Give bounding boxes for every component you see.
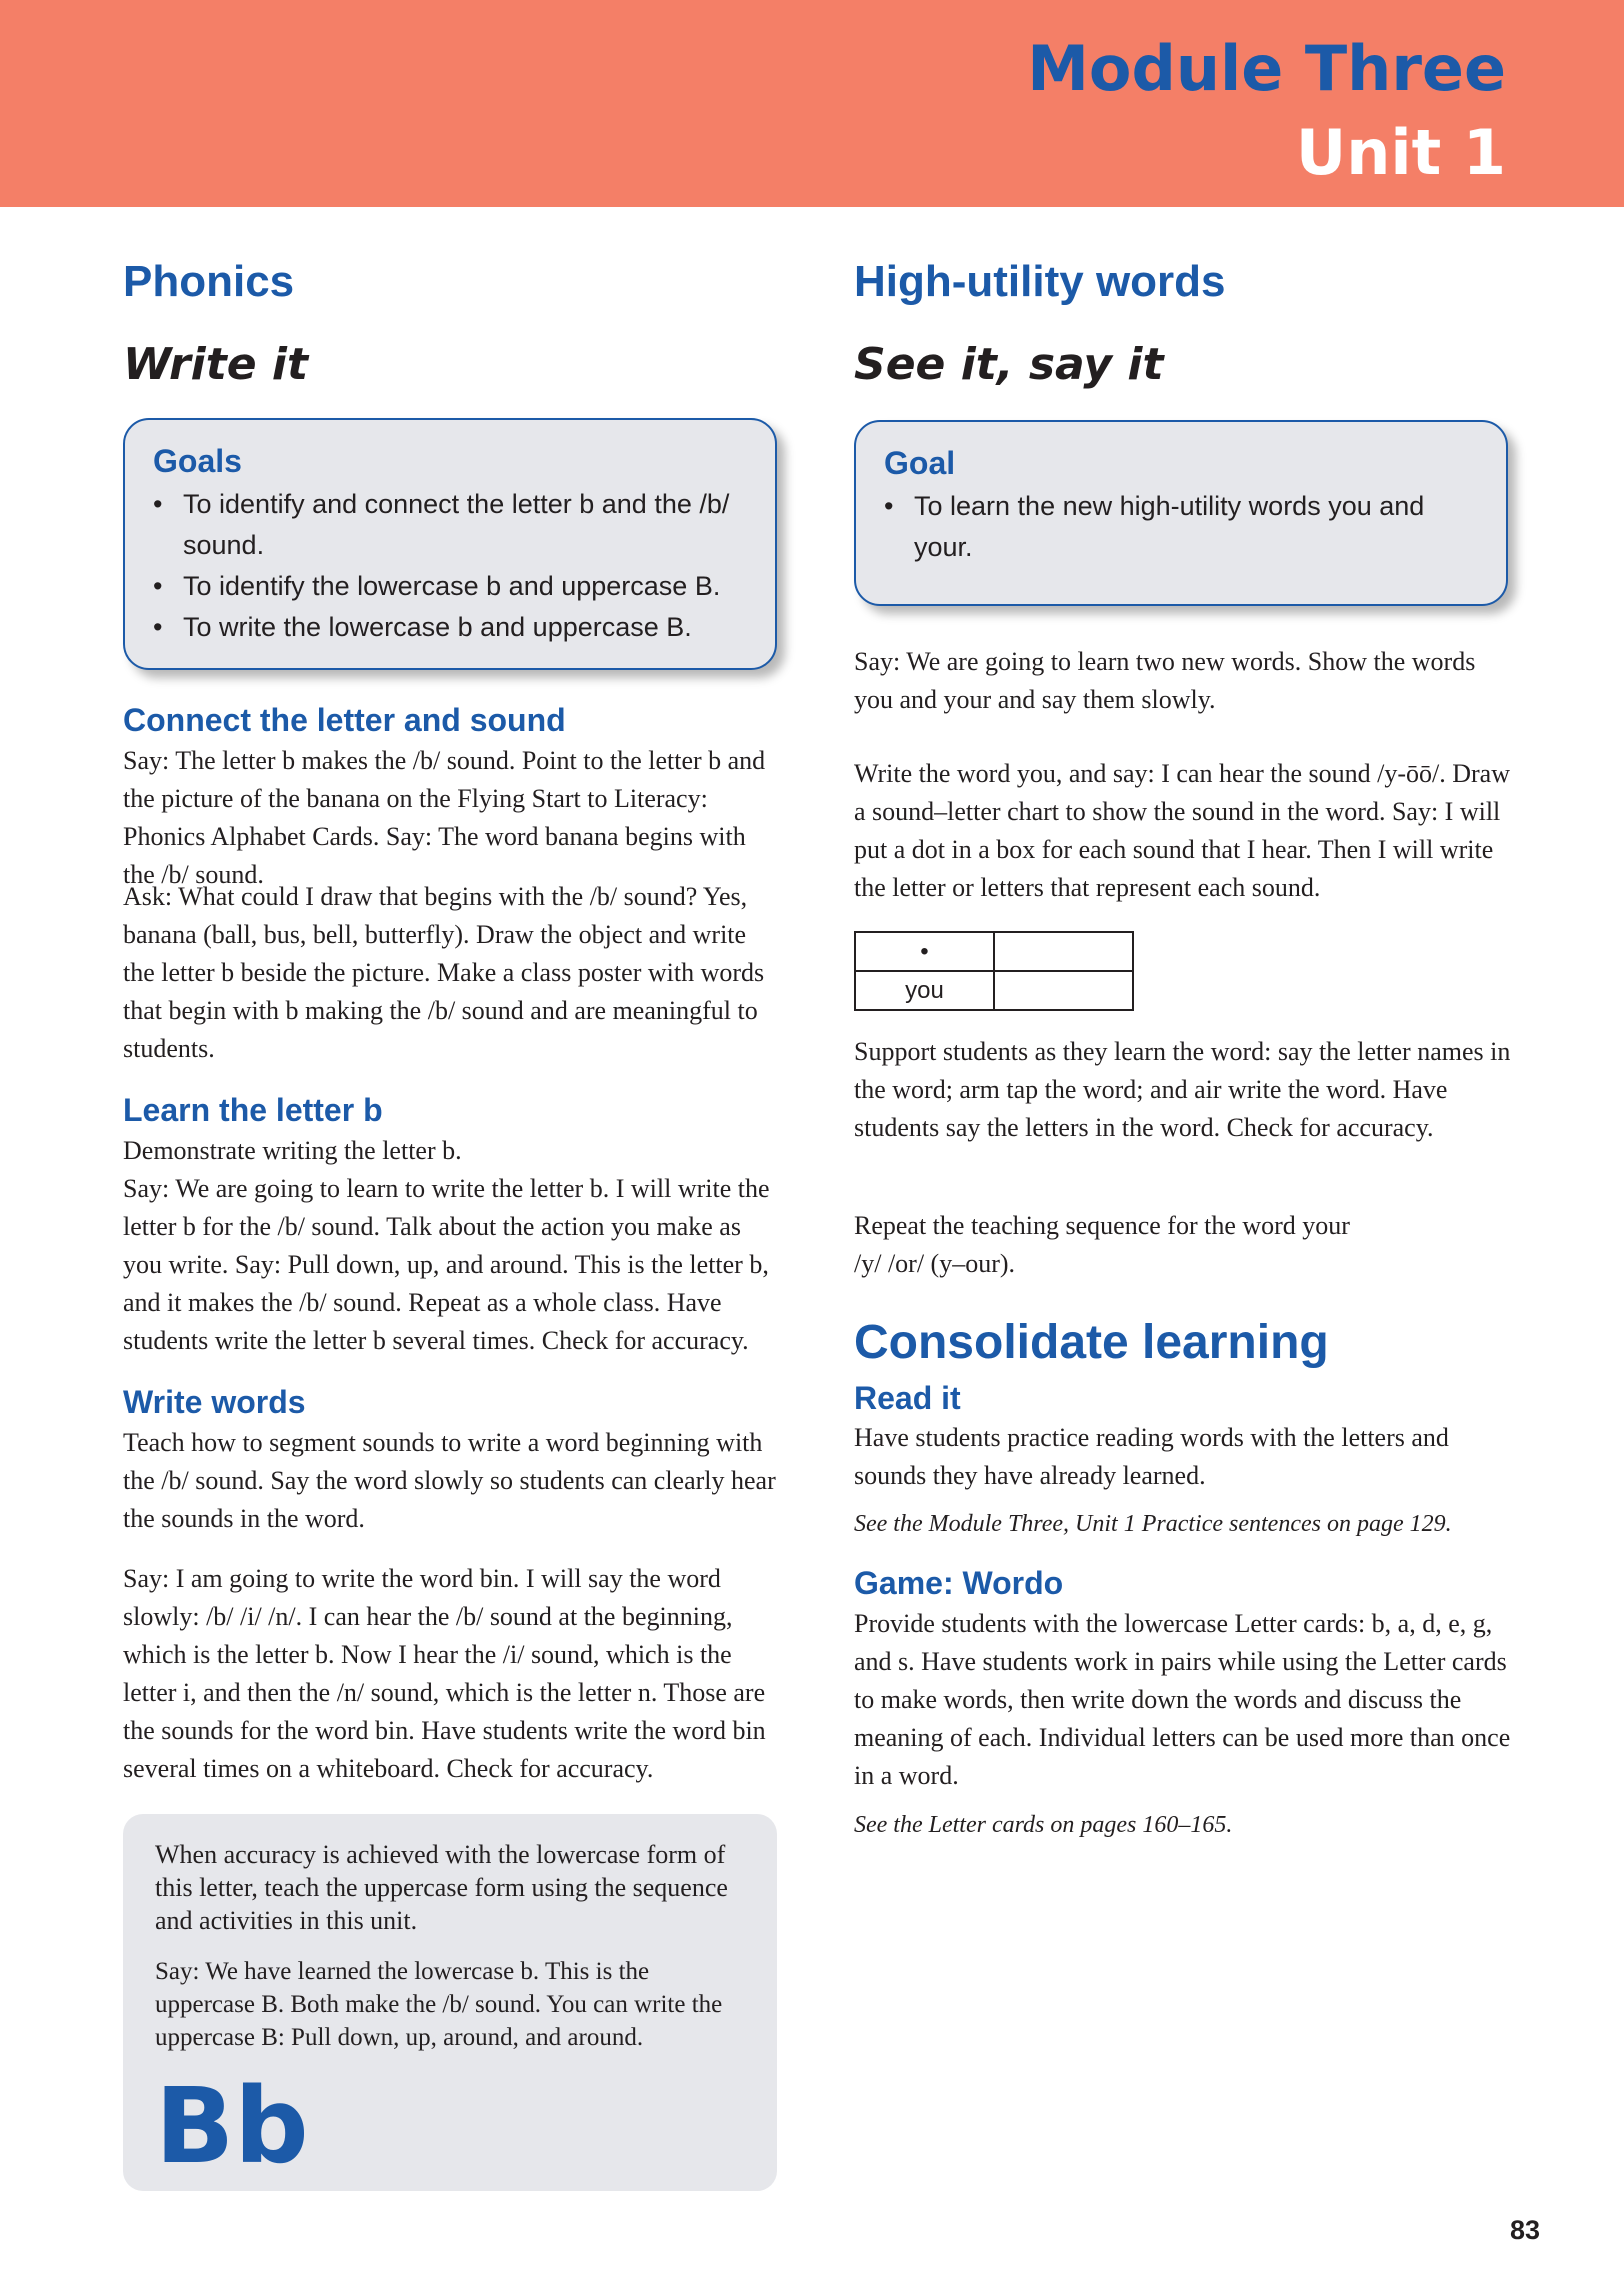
goal-item: • To learn the new high-utility words you and your. (914, 486, 1478, 568)
section-title-high-utility-words: High-utility words (854, 257, 1226, 306)
unit-title: Unit 1 (1295, 116, 1506, 189)
section-title-phonics: Phonics (123, 257, 295, 306)
goals-list (153, 484, 747, 648)
heading-read-it: Read it (854, 1380, 961, 1416)
letter-display-bb: Bb (155, 2065, 309, 2187)
heading-learn-letter-b: Learn the letter b (123, 1092, 383, 1128)
learn-paragraph-2: Say: We are going to learn to write the letter b. I will write the letter b for the /b/ sound. Talk about the action you make as you write. Say: Pull down, up, and around. This is the letter b, and it makes the /b/ sound. Repeat as a whole class. Have students write the letter b several times. Check for accuracy. (123, 1174, 770, 1355)
hu-paragraph-2: Write the word you, and say: I can hear the sound /y-ōō/. Draw a sound–letter chart to show the sound in the word. Say: I will put a dot in a box for each sound that I hear. Then I will write the letter or letters that represent each sound. (854, 759, 1510, 902)
page-number: 83 (1509, 2215, 1540, 2245)
goals-box (123, 418, 777, 670)
hu-paragraph-4: Repeat the teaching sequence for the word your /y/ /or/ (y–our). (854, 1211, 1350, 1278)
read-reference: See the Module Three, Unit 1 Practice sentences on page 129. (854, 1511, 1452, 1537)
chart-word-cell: you (855, 971, 994, 1010)
connect-paragraph-2: Ask: What could I draw that begins with the /b/ sound? Yes, banana (ball, bus, bell, butterfly). Draw the object and write the letter b beside the picture. Make a class poster with words that begin with b making the /b/ sound and are meaningful to students. (123, 882, 765, 1063)
goal-item: • To write the lowercase b and uppercase B. (183, 607, 747, 648)
goals-heading: Goals (153, 443, 242, 479)
heading-game-wordo: Game: Wordo (854, 1565, 1064, 1601)
chart-empty-cell (994, 971, 1133, 1010)
heading-consolidate-learning: Consolidate learning (854, 1316, 1329, 1369)
chart-empty-cell (994, 932, 1133, 971)
subsection-title-write-it: Write it (123, 339, 309, 390)
write-paragraph-1: Teach how to segment sounds to write a word beginning with the /b/ sound. Say the word slowly so students can clearly hear the sounds in the word. (123, 1428, 776, 1533)
goal-item: • To identify the lowercase b and uppercase B. (183, 566, 747, 607)
goal-list (884, 486, 1478, 568)
note-text: When accuracy is achieved with the lowercase form of this letter, teach the uppercase form using the sequence and activities in this unit. (155, 1840, 728, 1935)
write-paragraph-2: Say: I am going to write the word bin. I will say the word slowly: /b/ /i/ /n/. I can hear the /b/ sound at the beginning, which is the letter b. Now I hear the /i/ sound, which is the letter i, and then the /n/ sound, which is the letter n. Those are the sounds for the word bin. Have students write the word bin several times on a whiteboard. Check for accuracy. (123, 1564, 766, 1783)
game-reference: See the Letter cards on pages 160–165. (854, 1812, 1233, 1838)
subsection-title-see-it-say-it: See it, say it (854, 339, 1164, 390)
sound-letter-chart (854, 931, 1134, 1011)
connect-paragraph-1: Say: The letter b makes the /b/ sound. Point to the letter b and the picture of the banana on the Flying Start to Literacy: Phonics Alphabet Cards. Say: The word banana begins with the /b/ sound. (123, 746, 766, 889)
uppercase-note-box (123, 1814, 777, 2191)
game-paragraph: Provide students with the lowercase Letter cards: b, a, d, e, g, and s. Have students work in pairs while using the Letter cards to make words, then write down the words and discuss the meaning of each. Individual letters can be used more than once in a word. (854, 1609, 1511, 1790)
goal-heading: Goal (884, 445, 956, 481)
learn-paragraph-1: Demonstrate writing the letter b. (123, 1136, 462, 1165)
note-say: Say: We have learned the lowercase b. This is the uppercase B. Both make the /b/ sound. You can write the uppercase B: Pull down, up, around, and around. (155, 1958, 723, 2051)
hu-paragraph-1: Say: We are going to learn two new words. Show the words you and your and say them slowly. (854, 647, 1476, 714)
read-paragraph: Have students practice reading words with the letters and sounds they have already learned. (854, 1423, 1449, 1490)
hu-paragraph-3: Support students as they learn the word: say the letter names in the word; arm tap the word; and air write the word. Have students say the letters in the word. Check for accuracy. (854, 1037, 1511, 1142)
goal-item: • To identify and connect the letter b and the /b/ sound. (183, 484, 747, 566)
heading-write-words: Write words (123, 1384, 306, 1420)
module-title: Module Three (1027, 32, 1506, 105)
heading-connect-letter-sound: Connect the letter and sound (123, 702, 566, 738)
goal-box (854, 420, 1508, 606)
chart-dot-cell: • (855, 932, 994, 971)
